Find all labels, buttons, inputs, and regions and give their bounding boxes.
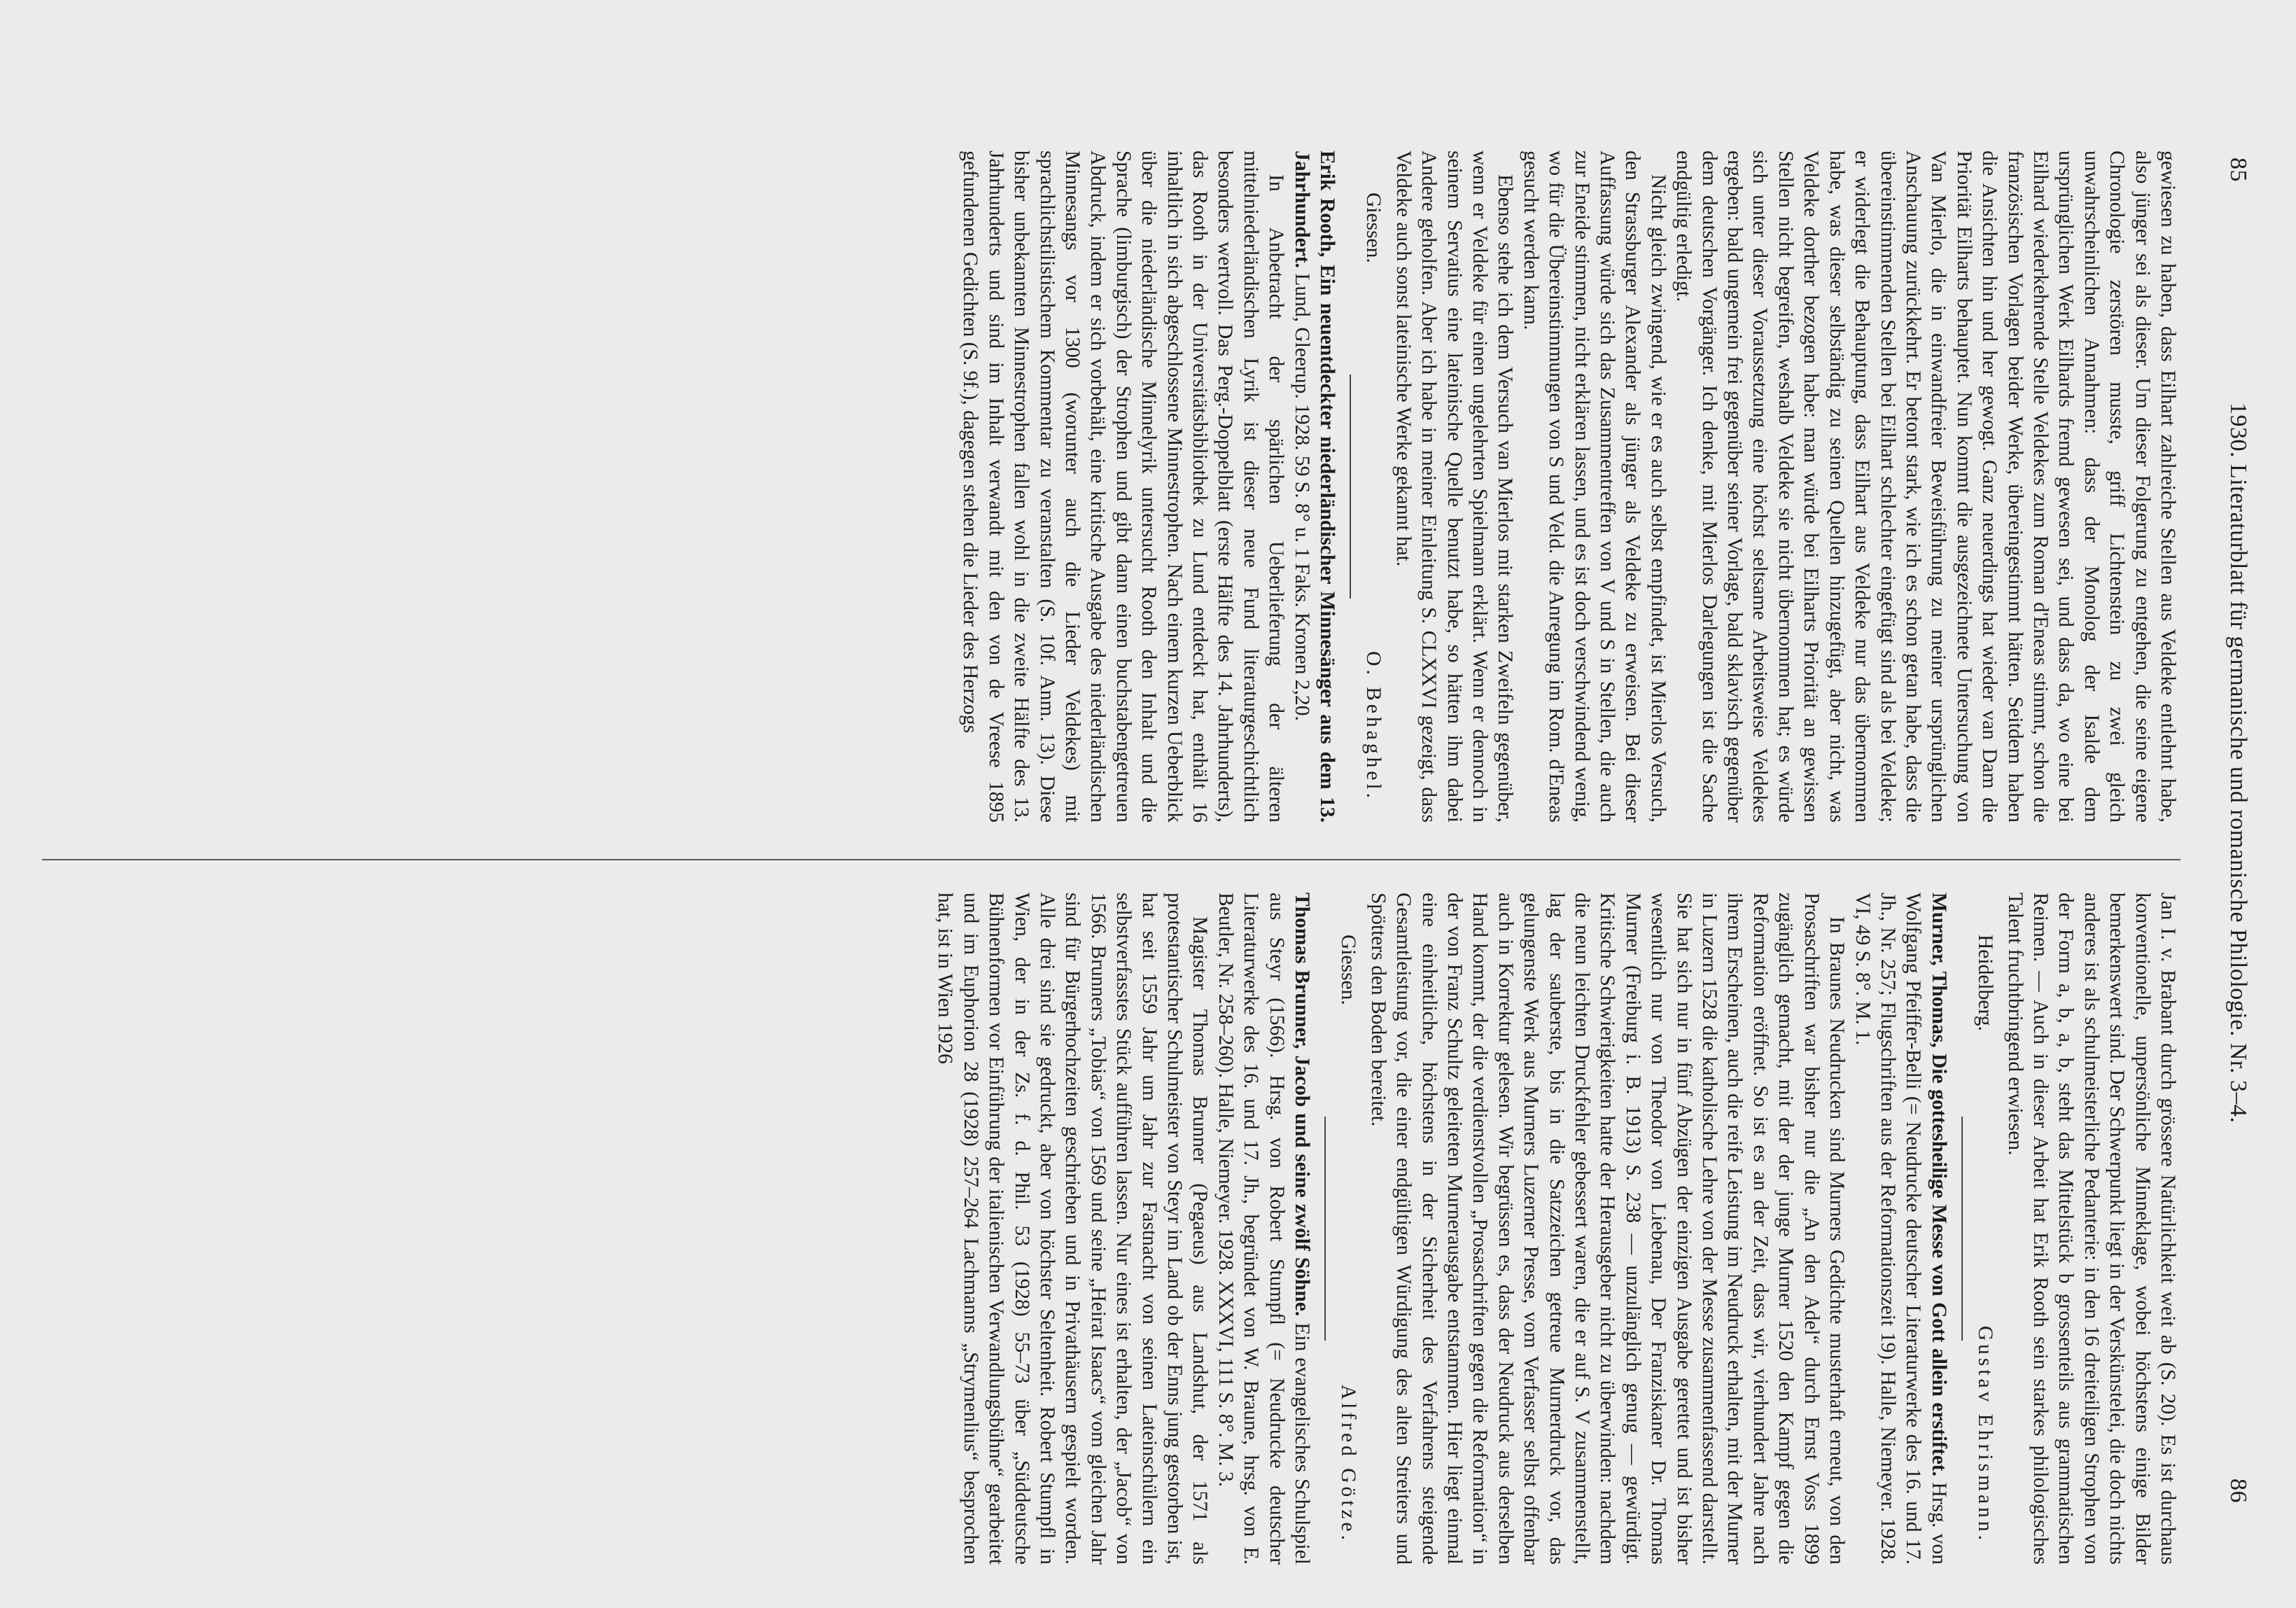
signature-name: Alfred Götze. bbox=[1337, 1384, 1360, 1544]
paragraph: Nicht gleich zwingend, wie er es auch selbst empfindet, ist Mierlos Versuch, den Strassburger Alexander als jünger als Veldeke zu erweisen. Bei dieser Auffassung würde sich das Zusammentreffen von V und S in Stellen, die auch zur Eneide stimmen, nicht erklären lassen, und es ist doch verschwindend wenig, wo für die Übereinstimmungen von S und Veld. die Anregung im Rom. d'Eneas gesucht werden kann. bbox=[1519, 151, 1670, 823]
section-divider bbox=[1961, 1117, 1963, 1341]
column-rule bbox=[42, 859, 2180, 860]
paragraph: In Braunes Neudrucken sind Murners Gedichte musterhaft erneut, von den Prosaschriften war bisher nur die „An den Adel“ durch Ernst Voss 1899 zugänglich gemacht, mit der der junge Murner 1520 den Kampf gegen die Reformation eröffnet. So ist es an der Zeit, dass wir, vierhundert Jahre nach ihrem Erscheinen, auch die reife Leistung im Neudruck erhalten, mit der Murner in Luzern 1528 die katholische Lehre von der Messe zusammenfassend darstellt. Sie hat sich nur in fünf Abzügen der einzigen Ausgabe gerettet und ist bisher wesentlich nur von Theodor von Liebenau, Der Franziskaner Dr. Thomas Murner (Freiburg i. B. 1913) S. 238 — unzulänglich genug — gewürdigt. Kritische Schwierigkeiten hatte der Herausgeber nicht zu überwinden: nachdem die neun leichten Druckfehler gebessert waren, die er auf S. V zusammenstellt, lag der sauberste, bis in die Satzzeichen getreue Murnerdruck vor, das gelungenste Werk aus Murners Luzerner Presse, vom Verfasser selbst offenbar auch in Korrektur gelesen. Wir begrüssen es, dass der Neudruck aus derselben Hand kommt, der die verdienstvollen „Prosaschriften gegen die Reformation“ in der von Franz Schultz geleiteten Murnerausgabe entstammen. Hier liegt einmal eine einheitliche, höchstens in der Sicherheit des Verfahrens steigende Gesamtleistung vor, die einer endgültigen Würdigung des alten Streiters und Spötters den Boden bereitet. bbox=[1366, 893, 1849, 1565]
review-title: Thomas Brunner, Jacob und seine zwölf Söhne. bbox=[1291, 893, 1313, 1317]
review-publication: Ein evangelisches Schulspiel aus Steyr (1566). Hrsg. von Robert Stumpfl (= Neudrucke deutscher Literaturwerke des 16. und 17. Jh., begründet von W. Braune, hrsg. von E. Beutler, Nr. 258–260). Halle, Niemeyer. 1928. XXXVI, 111 S. 8°. M. 3. bbox=[1214, 893, 1313, 1565]
signature bbox=[1361, 151, 1386, 823]
review-title: Erik Rooth, Ein neuentdeckter niederländischer Minnesänger aus dem 13. Jahrhundert. bbox=[1290, 151, 1338, 823]
signature-place: Giessen. bbox=[1362, 193, 1385, 263]
signature-place: Giessen. bbox=[1337, 935, 1360, 1005]
signature bbox=[1336, 893, 1361, 1565]
right-column bbox=[932, 893, 2180, 1565]
page-number-left: 85 bbox=[2225, 158, 2251, 182]
section-divider bbox=[1350, 375, 1351, 599]
running-title: 1930. Literaturblatt für germanische und romanische Philologie. Nr. 3–4. bbox=[2225, 403, 2251, 1124]
paragraph: In Anbetracht der spärlichen Ueberlieferung der älteren mittelniederländischen Lyrik ist dieser neue Fund literaturgeschichtlich besonders wertvoll. Das Perg.-Doppelblatt (erste Hälfte des 14. Jahrhunderts), das Rooth in der Universitätsbibliothek zu Lund entdeckt hat, enthält 16 inhaltlich in sich abgeschlossene Minnestrophen. Nach einem kurzen Ueberblick über die niederländische Minnelyrik untersucht Rooth den Inhalt und die Sprache (limburgisch) der Strophen und gibt dann einen buchstabengetreuen Abdruck, indem er sich vorbehält, eine kritische Ausgabe des niederländischen Minnesangs vor 1300 (worunter auch die Lieder Veldekes) mit sprachlichstilistischem Kommentar zu veranstalten (S. 10f. Anm. 13). Diese bisher unbekannten Minnestrophen fallen wohl in die zweite Hälfte des 13. Jahrhunderts und sind im Inhalt verwandt mit den von de Vreese 1895 gefundenen Gedichten (S. 9f.), dagegen stehen die Lieder des Herzogs bbox=[959, 151, 1288, 823]
paragraph: Magister Thomas Brunner (Pegaeus) aus Landshut, der 1571 als protestantischer Schulmeister von Steyr im Land ob der Enns jung gestorben ist, hat seit 1559 Jahr um Jahr zur Fastnacht von seinen Lateinschülern ein selbstverfasstes Stück aufführen lassen. Nur eines ist erhalten, der „Jacob“ von 1566. Brunners „Tobias“ von 1569 und seine „Heirat Isaacs“ vom gleichen Jahr sind für Bürgerhochzeiten geschrieben und in Privathäusern gespielt worden. Alle drei sind sie gedruckt, aber von höchster Seltenheit. Robert Stumpfl in Wien, der in der Zs. f. d. Phil. 53 (1928) 55–73 über „Süddeutsche Bühnenformen vor Einführung der italienischen Verwandlungsbühne“ gearbeitet und im Euphorion 28 (1928) 257–264 Lachmanns „Strymenlius“ besprochen hat, ist in Wien 1926 bbox=[934, 893, 1212, 1565]
page-number-right: 86 bbox=[2225, 1478, 2251, 1503]
review-publication: Hrsg. von Wolfgang Pfeiffer-Belli (= Neudrucke deutscher Literaturwerke des 16. und 17. Jh., Nr. 257; Flugschriften aus der Reformationszeit 19). Halle, Niemeyer. 1928. VI, 49 S. 8°. M. 1. bbox=[1851, 893, 1950, 1565]
review-publication: Lund, Gleerup. 1928. 59 S. 8° u. 1 Faks. Kronen 2,20. bbox=[1290, 273, 1313, 721]
signature-place: Heidelberg. bbox=[1974, 935, 1997, 1031]
paragraph: Jan I. v. Brabant durch grössere Natürlichkeit weit ab (S. 20). Es ist durchaus konventionelle, unpersönliche Minneklage, wobei höchstens einige Bilder bemerkenswert sind. Der Schwerpunkt liegt in der Verskünstelei, die doch nichts anderes ist als schulmeisterliche Pedanterie: in den 16 dreiteiligen Strophen von der Form a, b, a, b, steht das Mittelstück b grossenteils aus grammatischen Reimen. — Auch in dieser Arbeit hat Erik Rooth sein starkes philologisches Talent fruchtbringend erwiesen. bbox=[2003, 893, 2179, 1565]
page-header bbox=[2188, 151, 2255, 1517]
review-heading bbox=[1289, 151, 1340, 823]
review-heading bbox=[1212, 893, 1315, 1565]
signature-name: O. Behaghel. bbox=[1362, 651, 1385, 802]
review-title: Murner, Thomas, Die gottesheilige Messe von Gott allein erstiftet. bbox=[1927, 893, 1950, 1477]
paragraph: Ebenso stehe ich dem Versuch van Mierlos mit starken Zweifeln gegenüber, wenn er Veldeke für einen ungelehrten Spielmann erklärt. Wenn er dennoch in seinem Servatius eine lateinische Quelle benutzt habe, so hätten ihm dabei Andere geholfen. Aber ich habe in meiner Einleitung S. CLXXVI gezeigt, dass Veldeke auch sonst lateinische Werke gekannt hat. bbox=[1392, 151, 1517, 823]
section-divider bbox=[1324, 1117, 1326, 1341]
columns bbox=[42, 151, 2180, 1579]
review-heading bbox=[1849, 893, 1952, 1565]
signature bbox=[1973, 893, 1998, 1565]
signature-name: Gustav Ehrismann. bbox=[1974, 1325, 1997, 1544]
left-column bbox=[958, 151, 2180, 823]
paragraph: gewiesen zu haben, dass Eilhart zahlreiche Stellen aus Veldeke entlehnt habe, also jünger sei als dieser. Um dieser Folgerung zu entgehen, die seine eigene Chronologie zerstören musste, griff Lichtenstein zu zwei gleich unwahrscheinlichen Annahmen: dass der Monolog der Isalde dem ursprünglichen Werk Eilhards fremd gewesen sei, und dass da, wo eine bei Eilhard wiederkehrende Stelle Veldekes zum Roman d'Eneas stimmt, schon die französischen Vorlagen beider Werke, übereingestimmt hätten. Seitdem haben die Ansichten hin und her gewogt. Ganz neuerdings hat wieder van Dam die Priorität Eilharts behauptet. Nun kommt die ausgezeichnete Untersuchung von Van Mierlo, die in einwandfreier Beweisführung zu meiner ursprünglichen Anschauung zurückkehrt. Er betont stark, wie ich es schon getan habe, dass die übereinstimmenden Stellen bei Eilhart schlechter eingefügt sind als bei Veldeke; er widerlegt die Behauptung, dass Eilhart aus Veldeke nur das übernommen habe, was dieser selbständig zu seinen Quellen hinzugefügt, aber nicht, was Veldeke dorther bezogen habe: man würde bei Eilharts Priorität an gewissen Stellen nicht begreifen, weshalb Veldeke sie nicht übernommen hat; es würde sich unter dieser Voraussetzung eine höchst seltsame Arbeitsweise Veldekes ergeben: bald ungemein frei gegenüber seiner Vorlage, bald sklavisch gegenüber dem deutschen Vorgänger. Ich denke, mit Mierlos Darlegungen ist die Sache endgültig erledigt. bbox=[1672, 151, 2179, 823]
